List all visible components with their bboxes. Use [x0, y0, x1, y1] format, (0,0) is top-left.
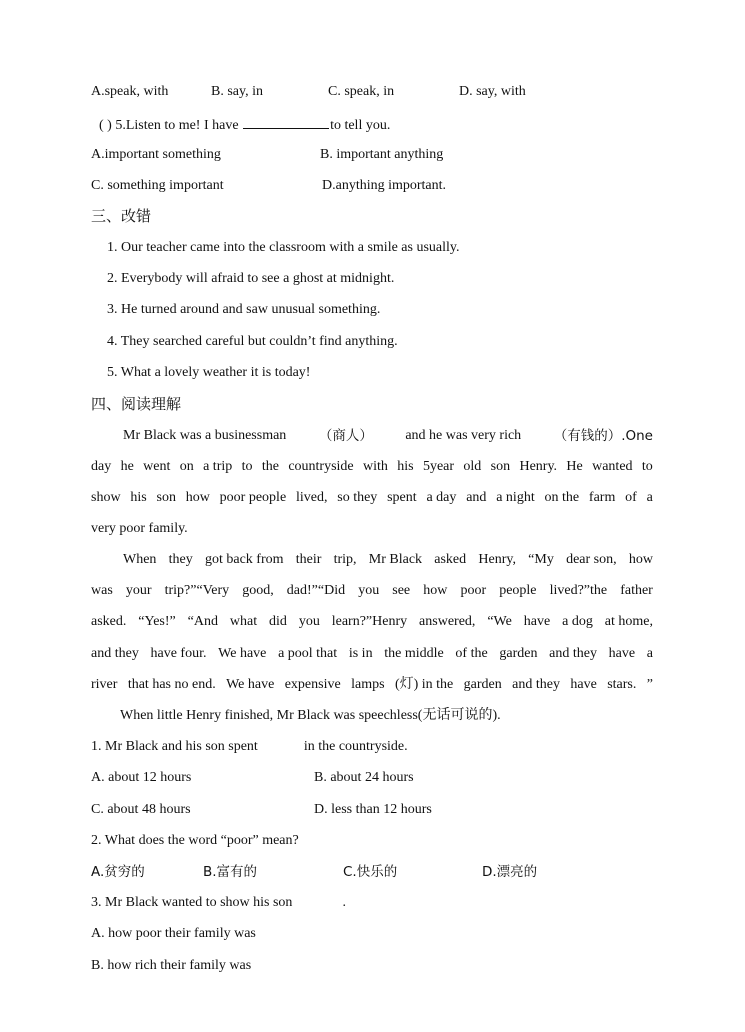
question-1-option-c: C. about 48 hours	[91, 802, 191, 817]
question-1-stem-before: 1. Mr Black and his son spent	[91, 739, 258, 754]
correction-item-2: 2. Everybody will afraid to see a ghost at midnight.	[107, 271, 395, 286]
word: We have	[226, 677, 275, 692]
q4-option-b: B. say, in	[211, 84, 263, 99]
passage-p3: When little Henry finished, Mr Black was speechless(无话可说的).	[120, 708, 501, 723]
word: and they	[549, 646, 597, 661]
question-2-stem: 2. What does the word “poor” mean?	[91, 833, 299, 848]
word: they	[168, 552, 193, 567]
word: “And	[187, 614, 218, 629]
question-2-option-b: B.富有的	[203, 864, 258, 880]
question-3-stem	[91, 894, 346, 912]
word: what	[229, 614, 258, 629]
q4-option-c: C. speak, in	[328, 84, 395, 99]
passage-text: Mr Black was a businessman	[123, 428, 287, 443]
word: river	[91, 677, 118, 692]
word: his	[397, 459, 414, 474]
word: father	[620, 583, 653, 598]
question-3-option-b: B. how rich their family was	[91, 958, 252, 973]
question-3-stem-after: .	[342, 895, 346, 910]
word: (灯) in the	[394, 677, 454, 692]
word: was	[91, 583, 113, 598]
word: how	[628, 552, 653, 567]
word: to	[241, 459, 253, 474]
question-1-option-b: B. about 24 hours	[314, 770, 414, 785]
word: ”	[646, 677, 653, 692]
word: old	[463, 459, 482, 474]
q5-option-a: A.important something	[91, 147, 221, 162]
q5-option-c: C. something important	[91, 178, 224, 193]
q5-stem-before: ( ) 5.Listen to me! I have	[99, 118, 239, 133]
word: countryside	[288, 459, 354, 474]
word: a day	[426, 490, 457, 505]
word: garden	[463, 677, 502, 692]
passage-p2-line-3	[91, 613, 653, 631]
word: is in	[348, 646, 373, 661]
correction-item-1: 1. Our teacher came into the classroom with a smile as usually.	[107, 240, 460, 255]
passage-text: and he was very rich	[405, 428, 522, 443]
passage-p2-line-5	[91, 676, 653, 694]
word: son	[156, 490, 176, 505]
word: the middle	[384, 646, 444, 661]
word: on	[179, 459, 194, 474]
section-4-heading: 四、阅读理解	[91, 395, 182, 413]
question-3-option-a: A. how poor their family was	[91, 926, 256, 941]
word: spent	[387, 490, 417, 505]
word: a pool that	[278, 646, 338, 661]
word: got back from	[204, 552, 284, 567]
passage-p2-line-2	[91, 582, 653, 600]
word: with	[363, 459, 388, 474]
word: your	[125, 583, 152, 598]
word: you	[298, 614, 320, 629]
word: did	[269, 614, 287, 629]
word: so they	[337, 490, 378, 505]
passage-text: （商人）	[318, 428, 373, 444]
word: He	[566, 459, 583, 474]
word: garden	[499, 646, 538, 661]
word: have	[570, 677, 597, 692]
word: have	[523, 614, 551, 629]
word: When	[123, 552, 157, 567]
word: his	[130, 490, 147, 505]
word: show	[91, 490, 121, 505]
word: “My	[528, 552, 554, 567]
word: answered,	[419, 614, 476, 629]
word: and they	[91, 646, 139, 661]
word: how	[185, 490, 210, 505]
word: Henry,	[478, 552, 516, 567]
passage-p2-line-1	[123, 551, 653, 569]
question-2-option-c: C.快乐的	[343, 864, 398, 880]
word: lived,	[295, 490, 328, 505]
word: a	[646, 490, 653, 505]
question-3-stem-before: 3. Mr Black wanted to show his son	[91, 895, 293, 910]
word: to	[641, 459, 653, 474]
word: learn?”Henry	[331, 614, 408, 629]
q5-stem-after: to tell you.	[330, 118, 391, 133]
word: asked	[434, 552, 467, 567]
question-1-option-a: A. about 12 hours	[91, 770, 192, 785]
word: Mr Black	[368, 552, 423, 567]
word: son	[490, 459, 511, 474]
word: at home,	[604, 614, 653, 629]
correction-item-5: 5. What a lovely weather it is today!	[107, 365, 311, 380]
question-2-option-a: A.贫穷的	[91, 864, 145, 880]
word: farm	[588, 490, 616, 505]
word: Henry.	[519, 459, 558, 474]
q5-stem	[99, 115, 390, 135]
word: poor people	[219, 490, 287, 505]
correction-item-4: 4. They searched careful but couldn’t find anything.	[107, 334, 398, 349]
word: expensive	[284, 677, 341, 692]
word: a night	[496, 490, 535, 505]
word: their	[295, 552, 322, 567]
q5-option-d: D.anything important.	[322, 178, 447, 193]
word: dear son,	[566, 552, 617, 567]
passage-p1-line-1	[123, 427, 653, 445]
word: lived?”the	[549, 583, 608, 598]
word: 5year	[422, 459, 455, 474]
word: asked.	[91, 614, 127, 629]
word: see	[392, 583, 411, 598]
word: the	[261, 459, 279, 474]
q4-option-d: D. say, with	[459, 84, 526, 99]
word: how	[423, 583, 448, 598]
passage-text: （有钱的）.One	[553, 428, 653, 444]
question-2-option-d: D.漂亮的	[482, 864, 538, 880]
passage-p2-line-4	[91, 645, 653, 663]
word: day	[91, 459, 112, 474]
word: you	[358, 583, 380, 598]
word: of the	[455, 646, 488, 661]
word: good,	[242, 583, 274, 598]
word: “We	[487, 614, 512, 629]
passage-p1-line-4: very poor family.	[91, 521, 188, 536]
section-3-heading: 三、改错	[91, 207, 152, 225]
word: We have	[218, 646, 267, 661]
word: lamps	[351, 677, 385, 692]
word: a trip	[203, 459, 233, 474]
word: a dog	[562, 614, 593, 629]
word: he	[120, 459, 134, 474]
question-1-stem-after: in the countryside.	[303, 739, 408, 754]
word: have four.	[150, 646, 207, 661]
word: have	[608, 646, 636, 661]
word: “Yes!”	[138, 614, 176, 629]
word: stars.	[607, 677, 637, 692]
word: dad!”“Did	[286, 583, 346, 598]
word: poor	[460, 583, 487, 598]
q5-option-b: B. important anything	[320, 147, 444, 162]
word: people	[499, 583, 537, 598]
passage-p1-line-2	[91, 458, 653, 476]
correction-item-3: 3. He turned around and saw unusual something.	[107, 302, 381, 317]
word: and	[466, 490, 487, 505]
q4-option-a: A.speak, with	[91, 84, 169, 99]
word: trip?”“Very	[164, 583, 230, 598]
word: trip,	[333, 552, 357, 567]
question-1-option-d: D. less than 12 hours	[314, 802, 432, 817]
word: wanted	[592, 459, 633, 474]
passage-p1-line-3	[91, 489, 653, 507]
word: went	[143, 459, 171, 474]
word: and they	[512, 677, 560, 692]
q5-answer-blank[interactable]	[243, 115, 329, 129]
word: a	[646, 646, 653, 661]
question-1-stem	[91, 738, 408, 756]
word: that has no end.	[127, 677, 216, 692]
word: of	[625, 490, 637, 505]
word: on the	[544, 490, 580, 505]
